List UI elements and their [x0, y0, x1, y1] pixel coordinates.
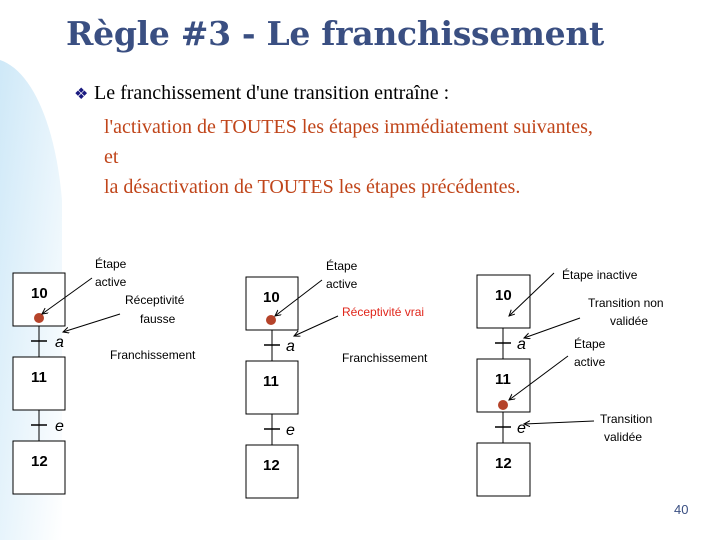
transition-label: a	[55, 334, 64, 351]
step-label: 12	[31, 453, 48, 470]
step-label: 11	[495, 371, 511, 388]
grafcet-2	[246, 258, 428, 498]
label-fausse: fausse	[140, 312, 176, 326]
label-franchissement: Franchissement	[342, 351, 428, 365]
label-active: active	[326, 277, 358, 291]
transition-label: e	[286, 422, 295, 439]
step-label: 11	[263, 373, 279, 390]
bullet-line	[74, 82, 449, 105]
label-etape: Étape	[95, 257, 127, 271]
label-etape: Étape	[326, 259, 358, 273]
step-label: 10	[495, 287, 512, 304]
grafcet-3	[477, 267, 664, 496]
line-desactivation: la désactivation de TOUTES les étapes précédentes.	[104, 176, 521, 198]
transition-label: e	[55, 418, 64, 435]
arrow	[63, 314, 120, 332]
grafcet-diagrams	[0, 240, 720, 510]
label-receptivite: Réceptivité	[125, 293, 185, 307]
label-receptivite-vrai: Réceptivité vrai	[342, 305, 425, 319]
line-et: et	[104, 146, 119, 168]
slide-title: Règle #3 - Le franchissement	[66, 14, 604, 53]
step-label: 12	[495, 455, 512, 472]
arrow	[524, 318, 580, 338]
step-label: 10	[263, 289, 280, 306]
grafcet-1	[13, 256, 196, 494]
step-label: 10	[31, 285, 48, 302]
label-active: active	[95, 275, 127, 289]
label-etape-inactive: Étape inactive	[562, 268, 638, 282]
label-active: active	[574, 355, 606, 369]
arrow	[524, 421, 594, 424]
label-transition-non: Transition non	[588, 296, 664, 310]
label-etape: Étape	[574, 337, 606, 351]
active-token	[266, 315, 276, 325]
diamond-bullet-icon: ❖	[74, 86, 89, 103]
active-token	[34, 313, 44, 323]
label-franchissement: Franchissement	[110, 348, 196, 362]
arrow	[294, 316, 338, 336]
label-transition: Transition	[600, 412, 653, 426]
line-activation: l'activation de TOUTES les étapes immédiatement suivantes,	[104, 116, 593, 138]
transition-label: a	[286, 338, 295, 355]
transition-label: e	[517, 420, 526, 437]
step-label: 11	[31, 369, 47, 386]
step-label: 12	[263, 457, 280, 474]
bullet-text: Le franchissement d'une transition entraîne :	[94, 82, 450, 104]
label-validee-2: validée	[604, 430, 643, 444]
label-validee-1: validée	[610, 314, 649, 328]
active-token	[498, 400, 508, 410]
page-number: 40	[674, 502, 689, 517]
transition-label: a	[517, 336, 526, 353]
